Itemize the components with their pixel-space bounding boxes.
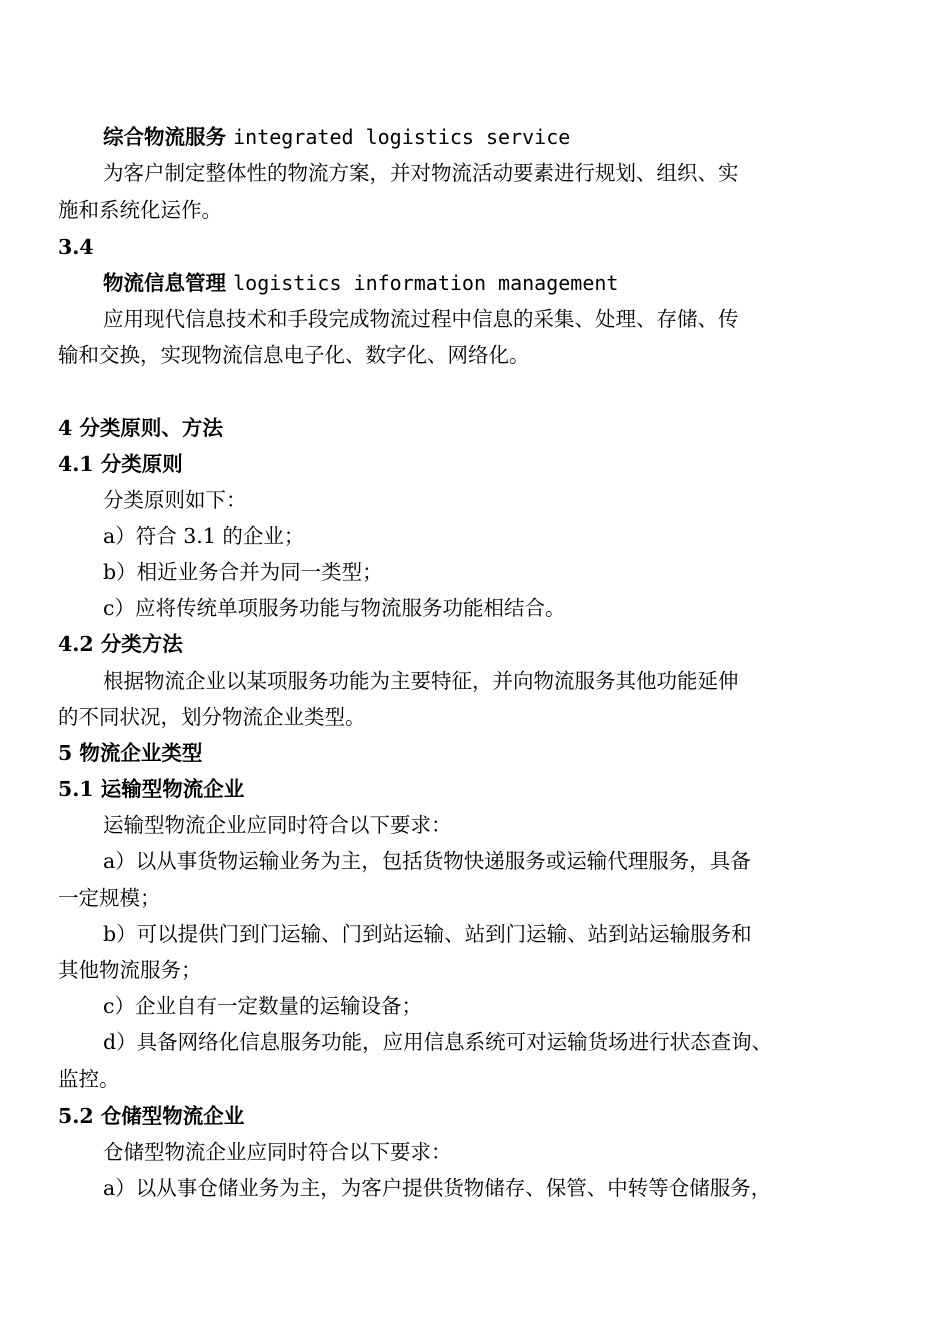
clause-number: 3.4 — [58, 235, 94, 259]
term-en: integrated logistics service — [233, 125, 571, 149]
paragraph-line: 为客户制定整体性的物流方案，并对物流活动要素进行规划、组织、实 — [103, 161, 739, 185]
list-item: b）相近业务合并为同一类型； — [103, 560, 383, 584]
list-item: c）应将传统单项服务功能与物流服务功能相结合。 — [103, 596, 566, 620]
paragraph-line: 应用现代信息技术和手段完成物流过程中信息的采集、处理、存储、传 — [103, 307, 739, 331]
paragraph-line: 施和系统化运作。 — [58, 198, 222, 222]
term-cn: 综合物流服务 — [103, 125, 226, 149]
paragraph-line: 的不同状况，划分物流企业类型。 — [58, 705, 366, 729]
term-en: logistics information management — [233, 271, 619, 295]
list-item-continuation: 其他物流服务； — [58, 958, 202, 982]
list-item: a）以从事仓储业务为主，为客户提供货物储存、保管、中转等仓储服务， — [103, 1176, 772, 1200]
section-heading: 5.2 仓储型物流企业 — [58, 1104, 245, 1128]
section-heading: 4.2 分类方法 — [58, 632, 183, 656]
paragraph-line: 运输型物流企业应同时符合以下要求： — [103, 813, 452, 837]
section-heading: 5.1 运输型物流企业 — [58, 777, 245, 801]
section-heading: 4.1 分类原则 — [58, 452, 183, 476]
list-item: a）以从事货物运输业务为主，包括货物快递服务或运输代理服务，具备 — [103, 849, 751, 873]
list-item: b）可以提供门到门运输、门到站运输、站到门运输、站到站运输服务和 — [103, 922, 752, 946]
term-heading-integrated-logistics — [103, 119, 570, 155]
section-heading: 4 分类原则、方法 — [58, 416, 223, 440]
paragraph-line: 仓储型物流企业应同时符合以下要求： — [103, 1140, 452, 1164]
list-item: c）企业自有一定数量的运输设备； — [103, 994, 422, 1018]
term-heading-logistics-info — [103, 265, 618, 301]
paragraph-line: 分类原则如下： — [103, 488, 247, 512]
section-heading: 5 物流企业类型 — [58, 741, 203, 765]
list-item-continuation: 监控。 — [58, 1067, 120, 1091]
paragraph-line: 根据物流企业以某项服务功能为主要特征，并向物流服务其他功能延伸 — [103, 669, 739, 693]
term-cn: 物流信息管理 — [103, 271, 226, 295]
paragraph-line: 输和交换，实现物流信息电子化、数字化、网络化。 — [58, 343, 530, 367]
list-item: a）符合 3.1 的企业； — [103, 524, 305, 548]
list-item-continuation: 一定规模； — [58, 886, 161, 910]
list-item: d）具备网络化信息服务功能，应用信息系统可对运输货场进行状态查询、 — [103, 1030, 773, 1054]
